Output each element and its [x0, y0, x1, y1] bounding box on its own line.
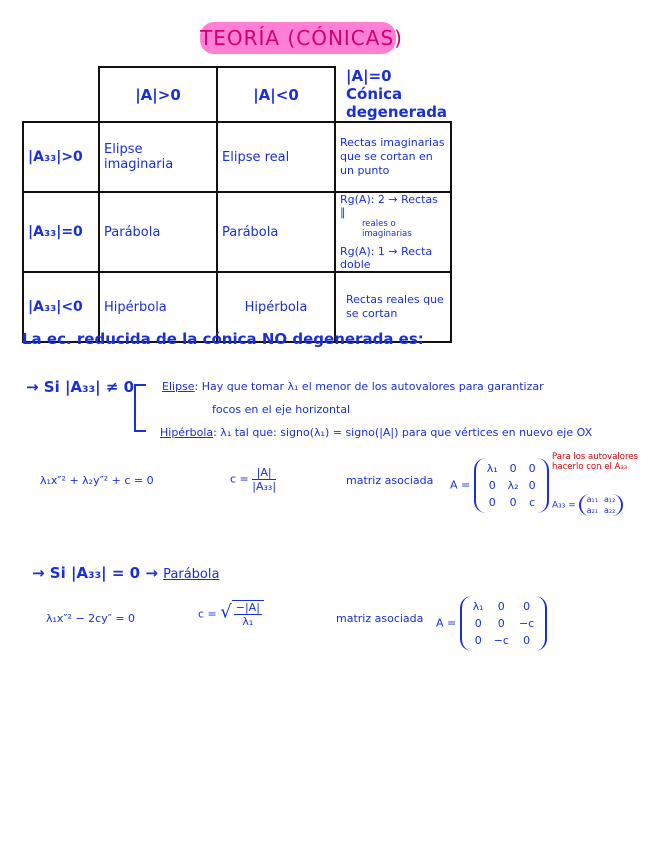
matrix-cell: 0 — [488, 496, 496, 509]
table-cell: Elipse real — [217, 122, 335, 192]
matrix-cell: 0 — [523, 634, 531, 647]
case-2-condition — [32, 564, 219, 582]
matrix-cell: a₁₂ — [603, 495, 616, 504]
matrix-cell: a₂₂ — [603, 506, 616, 515]
elipse-rule — [162, 380, 544, 393]
c-fraction — [252, 466, 276, 493]
c-numerator: −|A| — [235, 601, 260, 614]
row-label-a33-zero: |A₃₃|=0 — [23, 192, 99, 272]
table-cell: Rectas imaginarias que se cortan en un punto — [340, 136, 445, 177]
case-1-bracket — [134, 384, 146, 432]
hiperbola-label: Hipérbola — [160, 426, 214, 439]
header-det-negative: |A|<0 — [217, 67, 335, 122]
table-cell: Elipse imaginaria — [99, 122, 217, 192]
matrix-cell: a₂₁ — [586, 506, 598, 515]
c-numerator: |A| — [252, 466, 276, 480]
c-denominator: |A₃₃| — [252, 480, 277, 493]
matrix-cell: 0 — [497, 617, 505, 630]
case-2-c-formula: c = √ $\frac{-|A|}{\text{λ₁}}$ — [198, 600, 264, 628]
hiperbola-rule — [160, 426, 592, 439]
matrix-cell: 0 — [497, 600, 505, 613]
rank-2-text: Rg(A): 2 → Rectas ∥ — [340, 193, 438, 219]
matrix-cell: 0 — [523, 600, 531, 613]
elipse-text-2: focos en el eje horizontal — [212, 403, 351, 416]
autovalores-note — [552, 452, 638, 472]
matrix-cell: λ₁ — [486, 462, 498, 475]
matrix-cell: 0 — [528, 462, 536, 475]
c-label: c = — [198, 607, 217, 621]
matrix-cell: λ₁ — [472, 600, 484, 613]
matrix-cell: 0 — [474, 617, 482, 630]
matrix-cell: 0 — [509, 496, 517, 509]
classification-table — [22, 66, 452, 343]
case-1-matrix-label: matriz asociada — [346, 474, 434, 487]
table-cell: Parábola — [217, 192, 335, 272]
row-label-a33-negative: |A₃₃|<0 — [23, 272, 99, 342]
case-2-matrix-label: matriz asociada — [336, 612, 424, 625]
matrix-cell: λ₂ — [507, 479, 519, 492]
matrix-cell: 0 — [474, 634, 482, 647]
note-line-1: Para los autovalores — [552, 452, 638, 462]
elipse-label: Elipse — [162, 380, 195, 393]
matrix-a-label: A = — [450, 478, 471, 492]
table-corner — [23, 67, 99, 122]
case-2-condition-text: → Si |A₃₃| = 0 → — [32, 564, 158, 582]
page-title: TEORÍA (CÓNICAS) — [200, 22, 396, 54]
c-fraction — [234, 601, 262, 628]
a33-matrix — [552, 494, 623, 516]
header-det-zero: |A|=0 Cónica degenerada — [335, 67, 451, 122]
table-cell: Hipérbola — [217, 272, 335, 342]
matrix-cell: 0 — [528, 479, 536, 492]
header-det-positive: |A|>0 — [99, 67, 217, 122]
matrix-cell: −c — [493, 634, 509, 647]
matrix-cell: −c — [518, 617, 535, 630]
matrix-cell: c — [529, 496, 536, 509]
table-cell: Parábola — [99, 192, 217, 272]
matrix-cell: a₁₁ — [586, 495, 598, 504]
case-1-condition: → Si |A₃₃| ≠ 0 — [26, 378, 135, 396]
note-line-2: hacerlo con el A₃₃ — [552, 462, 628, 472]
matrix-a-label: A = — [436, 616, 457, 630]
row-label-a33-positive: |A₃₃|>0 — [23, 122, 99, 192]
case-1-c-formula — [230, 466, 276, 493]
table-cell-rank — [335, 192, 451, 272]
case-2-equation: λ₁x″² − 2cy″ = 0 — [46, 612, 136, 625]
elipse-text: : Hay que tomar λ₁ el menor de los autovalores para garantizar — [194, 380, 544, 393]
table-cell: Rectas reales que se cortan — [346, 293, 444, 320]
c-label: c = — [230, 472, 249, 486]
case-1-equation: λ₁x″² + λ₂y″² + c = 0 — [40, 474, 154, 487]
hiperbola-text: : λ₁ tal que: signo(λ₁) = signo(|A|) para que vértices en nuevo eje OX — [213, 426, 593, 439]
case-1-matrix — [450, 458, 549, 513]
table-cell: Hipérbola — [99, 272, 217, 342]
matrix-cell: 0 — [509, 462, 517, 475]
rank-1-text: Rg(A): 1 → Recta doble — [340, 245, 433, 271]
a33-label: A₃₃ = — [552, 500, 576, 511]
c-denominator: λ₁ — [242, 615, 254, 628]
matrix-cell: 0 — [488, 479, 496, 492]
rank-2-subtext: reales o imaginarias — [362, 219, 412, 239]
reduced-equation-heading: La ec. reducida de la cónica NO degenerada es: — [22, 330, 424, 348]
case-2-result: Parábola — [163, 567, 220, 582]
case-2-matrix — [436, 596, 547, 651]
